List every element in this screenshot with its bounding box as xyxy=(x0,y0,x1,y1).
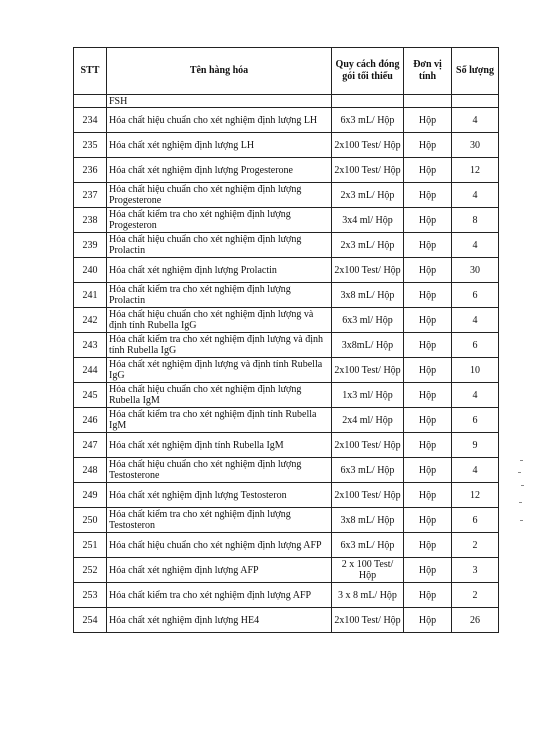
header-qty: Số lượng xyxy=(452,48,499,95)
header-unit: Đơn vị tính xyxy=(404,48,452,95)
cell-spec: 6x3 mL/ Hộp xyxy=(332,108,404,133)
cell-name: Hóa chất hiệu chuẩn cho xét nghiệm định lượng LH xyxy=(107,108,332,133)
cell-unit: Hộp xyxy=(404,308,452,333)
cell-qty: 26 xyxy=(452,608,499,633)
table-row xyxy=(74,333,499,358)
cell-qty: 10 xyxy=(452,358,499,383)
margin-marks xyxy=(514,458,528,528)
cell-spec: 6x3 ml/ Hộp xyxy=(332,308,404,333)
table-row xyxy=(74,308,499,333)
cell-unit: Hộp xyxy=(404,608,452,633)
table-row xyxy=(74,258,499,283)
cell-spec: 6x3 mL/ Hộp xyxy=(332,533,404,558)
cell-unit: Hộp xyxy=(404,258,452,283)
table-row xyxy=(74,458,499,483)
cell-qty: 9 xyxy=(452,433,499,458)
cell-name: Hóa chất hiệu chuẩn cho xét nghiệm định lượng Rubella IgM xyxy=(107,383,332,408)
cell-qty: 2 xyxy=(452,583,499,608)
cell-stt: 243 xyxy=(74,333,107,358)
cell-stt: 245 xyxy=(74,383,107,408)
header-name: Tên hàng hóa xyxy=(107,48,332,95)
cell-unit: Hộp xyxy=(404,183,452,208)
cell-name: Hóa chất hiệu chuẩn cho xét nghiệm định lượng Testosterone xyxy=(107,458,332,483)
cell-stt: 247 xyxy=(74,433,107,458)
table-row xyxy=(74,208,499,233)
table-row xyxy=(74,233,499,258)
cell-name: Hóa chất kiểm tra cho xét nghiệm định tính Rubella IgM xyxy=(107,408,332,433)
cell-name: Hóa chất hiệu chuẩn cho xét nghiệm định lượng và định tính Rubella IgG xyxy=(107,308,332,333)
table-row xyxy=(74,433,499,458)
cell-unit: Hộp xyxy=(404,233,452,258)
cell-stt xyxy=(74,95,107,108)
cell-stt: 249 xyxy=(74,483,107,508)
cell-qty: 6 xyxy=(452,408,499,433)
header-stt: STT xyxy=(74,48,107,95)
cell-name: Hóa chất hiệu chuẩn cho xét nghiệm định lượng Prolactin xyxy=(107,233,332,258)
table-header-row xyxy=(74,48,499,95)
table-row-continuation xyxy=(74,95,499,108)
cell-qty: 30 xyxy=(452,258,499,283)
table-row xyxy=(74,358,499,383)
cell-unit: Hộp xyxy=(404,483,452,508)
cell-spec: 2x3 mL/ Hộp xyxy=(332,183,404,208)
cell-spec: 3x8 mL/ Hộp xyxy=(332,283,404,308)
cell-name: Hóa chất kiểm tra cho xét nghiệm định lượng và định tính Rubella IgG xyxy=(107,333,332,358)
cell-unit: Hộp xyxy=(404,433,452,458)
table-row xyxy=(74,283,499,308)
table-row xyxy=(74,133,499,158)
cell-spec: 2x100 Test/ Hộp xyxy=(332,483,404,508)
table-row xyxy=(74,583,499,608)
table-body xyxy=(74,95,499,633)
cell-spec: 2x100 Test/ Hộp xyxy=(332,258,404,283)
cell-qty: 4 xyxy=(452,458,499,483)
cell-stt: 244 xyxy=(74,358,107,383)
cell-qty: 4 xyxy=(452,308,499,333)
cell-spec: 2x100 Test/ Hộp xyxy=(332,358,404,383)
cell-stt: 251 xyxy=(74,533,107,558)
cell-unit: Hộp xyxy=(404,158,452,183)
cell-stt: 239 xyxy=(74,233,107,258)
table-row xyxy=(74,608,499,633)
table-row xyxy=(74,183,499,208)
header-spec: Quy cách đóng gói tối thiểu xyxy=(332,48,404,95)
cell-spec: 3x8mL/ Hộp xyxy=(332,333,404,358)
cell-unit: Hộp xyxy=(404,408,452,433)
table-row xyxy=(74,158,499,183)
cell-spec: 2x100 Test/ Hộp xyxy=(332,133,404,158)
cell-spec: 2x100 Test/ Hộp xyxy=(332,608,404,633)
cell-name: Hóa chất hiệu chuẩn cho xét nghiệm định lượng Progesterone xyxy=(107,183,332,208)
cell-name: Hóa chất xét nghiệm định lượng Testosteron xyxy=(107,483,332,508)
cell-spec: 3x4 ml/ Hộp xyxy=(332,208,404,233)
cell-unit: Hộp xyxy=(404,458,452,483)
cell-unit: Hộp xyxy=(404,108,452,133)
table-row xyxy=(74,108,499,133)
cell-stt: 234 xyxy=(74,108,107,133)
cell-name: Hóa chất xét nghiệm định tính Rubella IgM xyxy=(107,433,332,458)
cell-qty xyxy=(452,95,499,108)
cell-name: Hóa chất kiểm tra cho xét nghiệm định lượng Prolactin xyxy=(107,283,332,308)
cell-qty: 6 xyxy=(452,333,499,358)
cell-spec xyxy=(332,95,404,108)
cell-name: Hóa chất kiểm tra cho xét nghiệm định lượng Testosteron xyxy=(107,508,332,533)
cell-unit: Hộp xyxy=(404,283,452,308)
cell-spec: 3 x 8 mL/ Hộp xyxy=(332,583,404,608)
table-row xyxy=(74,383,499,408)
cell-stt: 250 xyxy=(74,508,107,533)
cell-stt: 235 xyxy=(74,133,107,158)
cell-unit: Hộp xyxy=(404,508,452,533)
table-row xyxy=(74,508,499,533)
cell-stt: 236 xyxy=(74,158,107,183)
cell-qty: 6 xyxy=(452,283,499,308)
cell-spec: 1x3 ml/ Hộp xyxy=(332,383,404,408)
cell-unit: Hộp xyxy=(404,383,452,408)
cell-unit: Hộp xyxy=(404,133,452,158)
cell-qty: 8 xyxy=(452,208,499,233)
cell-name: Hóa chất kiểm tra cho xét nghiệm định lượng AFP xyxy=(107,583,332,608)
cell-stt: 246 xyxy=(74,408,107,433)
cell-qty: 2 xyxy=(452,533,499,558)
cell-qty: 12 xyxy=(452,483,499,508)
table-row xyxy=(74,558,499,583)
cell-qty: 4 xyxy=(452,108,499,133)
cell-stt: 237 xyxy=(74,183,107,208)
cell-unit: Hộp xyxy=(404,358,452,383)
cell-spec: 6x3 mL/ Hộp xyxy=(332,458,404,483)
cell-name: Hóa chất xét nghiệm định lượng AFP xyxy=(107,558,332,583)
cell-name: Hóa chất xét nghiệm định lượng HE4 xyxy=(107,608,332,633)
cell-qty: 3 xyxy=(452,558,499,583)
cell-qty: 12 xyxy=(452,158,499,183)
cell-name: Hóa chất xét nghiệm định lượng Progesterone xyxy=(107,158,332,183)
cell-stt: 242 xyxy=(74,308,107,333)
cell-unit: Hộp xyxy=(404,333,452,358)
cell-name: FSH xyxy=(107,95,332,108)
cell-spec: 2x4 ml/ Hộp xyxy=(332,408,404,433)
cell-stt: 241 xyxy=(74,283,107,308)
cell-unit xyxy=(404,95,452,108)
goods-table xyxy=(73,47,499,633)
cell-qty: 6 xyxy=(452,508,499,533)
cell-name: Hóa chất hiệu chuẩn cho xét nghiệm định lượng AFP xyxy=(107,533,332,558)
cell-qty: 4 xyxy=(452,383,499,408)
cell-name: Hóa chất kiểm tra cho xét nghiệm định lượng Progesteron xyxy=(107,208,332,233)
cell-stt: 254 xyxy=(74,608,107,633)
cell-stt: 253 xyxy=(74,583,107,608)
table-row xyxy=(74,408,499,433)
cell-spec: 2 x 100 Test/ Hộp xyxy=(332,558,404,583)
cell-unit: Hộp xyxy=(404,583,452,608)
cell-unit: Hộp xyxy=(404,558,452,583)
cell-qty: 30 xyxy=(452,133,499,158)
cell-name: Hóa chất xét nghiệm định lượng và định tính Rubella IgG xyxy=(107,358,332,383)
cell-qty: 4 xyxy=(452,233,499,258)
cell-stt: 252 xyxy=(74,558,107,583)
cell-unit: Hộp xyxy=(404,208,452,233)
cell-qty: 4 xyxy=(452,183,499,208)
cell-stt: 248 xyxy=(74,458,107,483)
cell-spec: 2x100 Test/ Hộp xyxy=(332,433,404,458)
cell-spec: 2x3 mL/ Hộp xyxy=(332,233,404,258)
cell-unit: Hộp xyxy=(404,533,452,558)
cell-stt: 240 xyxy=(74,258,107,283)
cell-spec: 3x8 mL/ Hộp xyxy=(332,508,404,533)
cell-name: Hóa chất xét nghiệm định lượng LH xyxy=(107,133,332,158)
table-row xyxy=(74,533,499,558)
cell-spec: 2x100 Test/ Hộp xyxy=(332,158,404,183)
cell-stt: 238 xyxy=(74,208,107,233)
cell-name: Hóa chất xét nghiệm định lượng Prolactin xyxy=(107,258,332,283)
table-row xyxy=(74,483,499,508)
